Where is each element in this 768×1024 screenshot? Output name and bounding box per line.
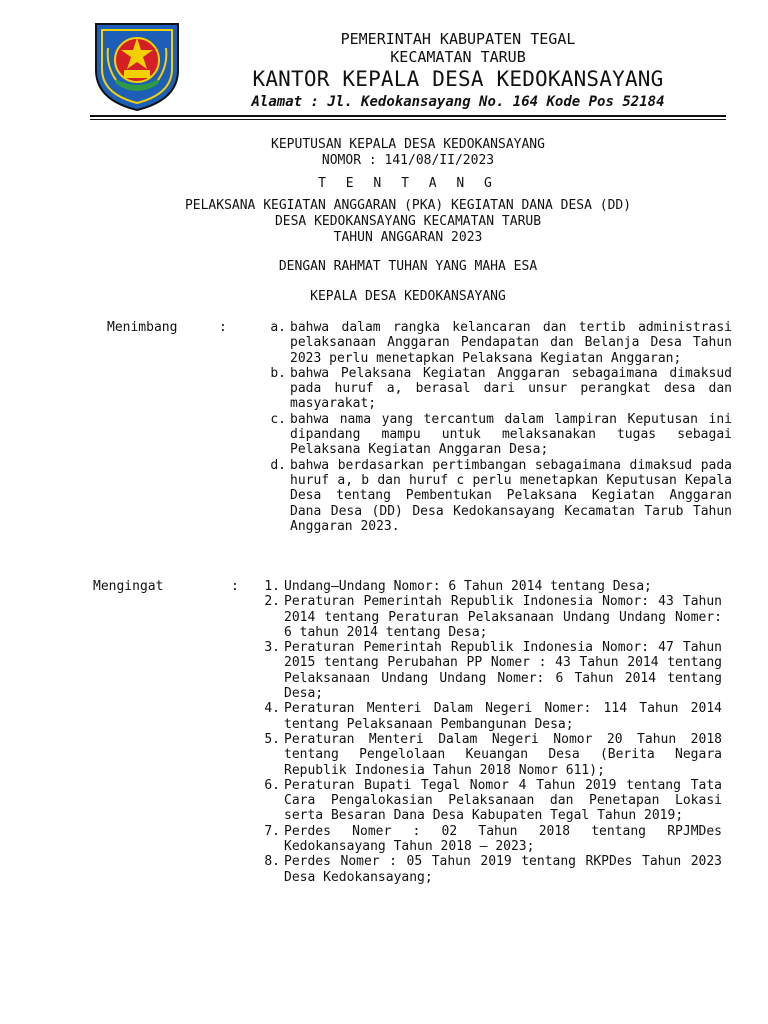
list-item bbox=[264, 731, 722, 778]
list-item bbox=[270, 365, 732, 412]
item-text: bahwa Pelaksana Kegiatan Anggaran sebagaimana dimaksud pada huruf a, berasal dari unsur perangkat desa dan masyarakat; bbox=[290, 365, 732, 412]
item-text: Peraturan Pemerintah Republik Indonesia Nomor: 43 Tahun 2014 tentang Peraturan Pelaksanaan Undang Undang Nomer: 6 tahun 2014 tentang Desa; bbox=[284, 594, 722, 640]
decree-subject-line: TAHUN ANGGARAN 2023 bbox=[333, 230, 483, 245]
item-text: Peraturan Menteri Dalam Negeri Nomer: 114 Tahun 2014 tentang Pelaksanaan Pembangunan Desa; bbox=[284, 701, 722, 732]
list-item bbox=[270, 457, 732, 534]
decree-title: KEPUTUSAN KEPALA DESA KEDOKANSAYANG bbox=[271, 137, 545, 152]
mengingat-colon: : bbox=[231, 579, 239, 594]
item-text: Peraturan Pemerintah Republik Indonesia Nomor: 47 Tahun 2015 tentang Perubahan PP Nomer : 43 Tahun 2014 tentang Pelaksanaan Undang Undang Nomer: 6 Tahun 2014 tentang Desa; bbox=[284, 640, 722, 702]
item-marker: 5. bbox=[264, 731, 280, 747]
letterhead-government: PEMERINTAH KABUPATEN TEGAL bbox=[340, 30, 576, 48]
item-marker: c. bbox=[270, 411, 286, 427]
item-text: bahwa nama yang tercantum dalam lampiran Keputusan ini dipandang mampu untuk melaksanakan tugas sebagai Pelaksana Kegiatan Anggaran Desa; bbox=[290, 411, 732, 458]
item-marker: b. bbox=[270, 365, 286, 381]
decree-number: NOMOR : 141/08/II/2023 bbox=[321, 153, 495, 168]
letterhead bbox=[190, 30, 726, 111]
letterhead-rule-thick bbox=[90, 115, 726, 117]
tentang-label: T E N T A N G bbox=[318, 176, 498, 191]
menimbang-colon: : bbox=[219, 320, 227, 335]
item-text: Perdes Nomer : 02 Tahun 2018 tentang RPJMDes Kedokansayang Tahun 2018 – 2023; bbox=[284, 823, 722, 855]
item-marker: 4. bbox=[264, 701, 280, 717]
list-item bbox=[264, 823, 722, 855]
item-marker: 7. bbox=[264, 823, 280, 839]
item-marker: 1. bbox=[264, 579, 280, 594]
list-item bbox=[264, 579, 722, 594]
item-marker: 2. bbox=[264, 594, 280, 610]
decree-subject bbox=[90, 198, 726, 246]
item-text: Perdes Nomer : 05 Tahun 2019 tentang RKPDes Tahun 2023 Desa Kedokansayang; bbox=[284, 854, 722, 885]
menimbang-list bbox=[270, 320, 732, 534]
list-item bbox=[264, 777, 722, 824]
item-text: Peraturan Bupati Tegal Nomor 4 Tahun 2019 tentang Tata Cara Pengalokasian Pelaksanaan dan Penetapan Lokasi serta Besaran Dana Desa Kabupaten Tegal Tahun 2019; bbox=[284, 777, 722, 824]
item-marker: d. bbox=[270, 457, 286, 473]
mengingat-list bbox=[264, 579, 722, 885]
item-text: bahwa dalam rangka kelancaran dan tertib administrasi pelaksanaan Anggaran Pendapatan dan Belanja Desa Tahun 2023 perlu menetapkan Pelaksana Kegiatan Anggaran; bbox=[290, 320, 732, 366]
list-item bbox=[264, 854, 722, 885]
item-text: bahwa berdasarkan pertimbangan sebagaimana dimaksud pada huruf a, b dan huruf c perlu menetapkan Keputusan Kepala Desa tentang Pembentukan Pelaksana Kegiatan Anggaran Dana Desa (DD) Desa Kedokansayang Kecamatan Tarub Tahun Anggaran 2023. bbox=[290, 457, 732, 534]
letterhead-address: Alamat : Jl. Kedokansayang No. 164 Kode Pos 52184 bbox=[251, 94, 665, 110]
mengingat-label: Mengingat bbox=[93, 579, 164, 594]
item-marker: 3. bbox=[264, 640, 280, 656]
item-marker: 6. bbox=[264, 777, 280, 793]
blessing-line: DENGAN RAHMAT TUHAN YANG MAHA ESA bbox=[278, 259, 538, 274]
menimbang-label: Menimbang bbox=[107, 320, 178, 335]
item-marker: 8. bbox=[264, 854, 280, 870]
letterhead-rule-thin bbox=[90, 119, 726, 120]
list-item bbox=[264, 594, 722, 640]
item-text: Undang–Undang Nomor: 6 Tahun 2014 tentang Desa; bbox=[284, 579, 652, 594]
regency-emblem-icon bbox=[92, 20, 182, 112]
official-title: KEPALA DESA KEDOKANSAYANG bbox=[310, 289, 506, 304]
item-marker: a. bbox=[270, 320, 286, 335]
decree-subject-line: DESA KEDOKANSAYANG KECAMATAN TARUB bbox=[274, 214, 542, 229]
item-text: Peraturan Menteri Dalam Negeri Nomor 20 Tahun 2018 tentang Pengelolaan Keuangan Desa (Berita Negara Republik Indonesia Tahun 2018 Nomor 611); bbox=[284, 731, 722, 778]
decree-subject-line: PELAKSANA KEGIATAN ANGGARAN (PKA) KEGIATAN DANA DESA (DD) bbox=[184, 198, 632, 213]
list-item bbox=[264, 640, 722, 702]
list-item bbox=[270, 320, 732, 366]
decree-heading bbox=[90, 137, 726, 169]
letterhead-office: KANTOR KEPALA DESA KEDOKANSAYANG bbox=[252, 67, 664, 91]
list-item bbox=[264, 701, 722, 732]
list-item bbox=[270, 411, 732, 458]
letterhead-district: KECAMATAN TARUB bbox=[390, 48, 526, 66]
